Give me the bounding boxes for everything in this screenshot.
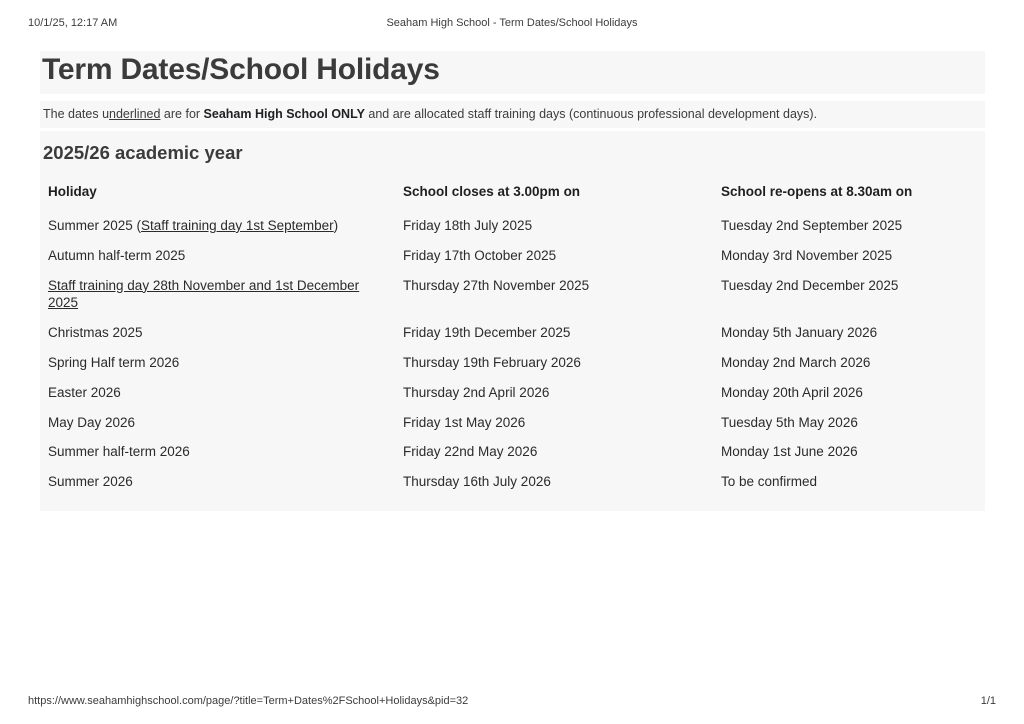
print-footer-page-number: 1/1 <box>980 695 996 707</box>
table-row <box>40 408 985 438</box>
intro-paragraph <box>40 105 985 123</box>
cell-closes: Friday 17th October 2025 <box>403 247 557 263</box>
holiday-staff-training-underlined: Staff training day 1st September <box>141 217 334 233</box>
table-row <box>40 271 985 319</box>
holiday-text-pre: Summer 2025 ( <box>48 217 142 233</box>
cell-reopens: Monday 1st June 2026 <box>721 444 858 460</box>
cell-holiday: Staff training day 28th November and 1st December 2025 <box>48 277 360 311</box>
cell-closes: Thursday 2nd April 2026 <box>403 384 550 400</box>
cell-holiday: Summer half-term 2026 <box>48 444 190 460</box>
print-footer-url: https://www.seahamhighschool.com/page/?title=Term+Dates%2FSchool+Holidays&pid=32 <box>28 695 469 707</box>
print-header-document-title: Seaham High School - Term Dates/School Holidays <box>386 17 638 29</box>
table-row <box>40 318 985 348</box>
table-row <box>40 348 985 378</box>
cell-closes: Friday 19th December 2025 <box>403 325 571 341</box>
cell-holiday: Summer 2026 <box>48 474 133 490</box>
page-title-band <box>40 51 985 94</box>
table-row <box>40 211 985 241</box>
cell-holiday: Autumn half-term 2025 <box>48 247 186 263</box>
cell-reopens: Monday 3rd November 2025 <box>721 247 893 263</box>
content-band <box>40 131 985 511</box>
term-dates-table <box>40 181 985 497</box>
table-row <box>40 378 985 408</box>
cell-holiday: Christmas 2025 <box>48 325 143 341</box>
intro-band <box>40 101 985 128</box>
cell-closes: Friday 22nd May 2026 <box>403 444 538 460</box>
table-row <box>40 467 985 497</box>
cell-closes: Friday 1st May 2026 <box>403 414 526 430</box>
cell-reopens: To be confirmed <box>721 474 818 490</box>
cell-holiday: May Day 2026 <box>48 414 136 430</box>
table-row <box>40 241 985 271</box>
print-header-timestamp: 10/1/25, 12:17 AM <box>28 17 118 29</box>
cell-reopens: Monday 5th January 2026 <box>721 325 878 341</box>
intro-underlined-word: nderlined <box>109 107 161 121</box>
cell-holiday: Spring Half term 2026 <box>48 355 180 371</box>
column-header-school-closes: School closes at 3.00pm on <box>403 183 581 199</box>
cell-closes: Thursday 16th July 2026 <box>403 474 551 490</box>
intro-text-part2: are for <box>160 107 204 121</box>
cell-reopens: Tuesday 2nd September 2025 <box>721 217 903 233</box>
cell-reopens: Monday 20th April 2026 <box>721 384 863 400</box>
cell-reopens: Monday 2nd March 2026 <box>721 355 871 371</box>
section-heading-academic-year: 2025/26 academic year <box>43 142 243 163</box>
cell-reopens: Tuesday 5th May 2026 <box>721 414 858 430</box>
intro-school-name: Seaham High School ONLY <box>203 107 365 121</box>
table-row <box>40 437 985 467</box>
cell-closes: Friday 18th July 2025 <box>403 217 533 233</box>
cell-holiday: Easter 2026 <box>48 384 121 400</box>
column-header-school-reopens: School re-opens at 8.30am on <box>721 183 913 199</box>
table-header-row <box>40 181 985 211</box>
column-header-holiday: Holiday <box>48 183 97 199</box>
cell-closes: Thursday 19th February 2026 <box>403 355 581 371</box>
page-title: Term Dates/School Holidays <box>42 53 440 86</box>
cell-closes: Thursday 27th November 2025 <box>403 277 590 293</box>
cell-holiday <box>40 211 395 241</box>
intro-text-part3: and are allocated staff training days (continuous professional development days). <box>364 107 818 121</box>
intro-text-part1: The dates u <box>43 107 110 121</box>
cell-reopens: Tuesday 2nd December 2025 <box>721 277 899 293</box>
holiday-text-post: ) <box>333 217 339 233</box>
